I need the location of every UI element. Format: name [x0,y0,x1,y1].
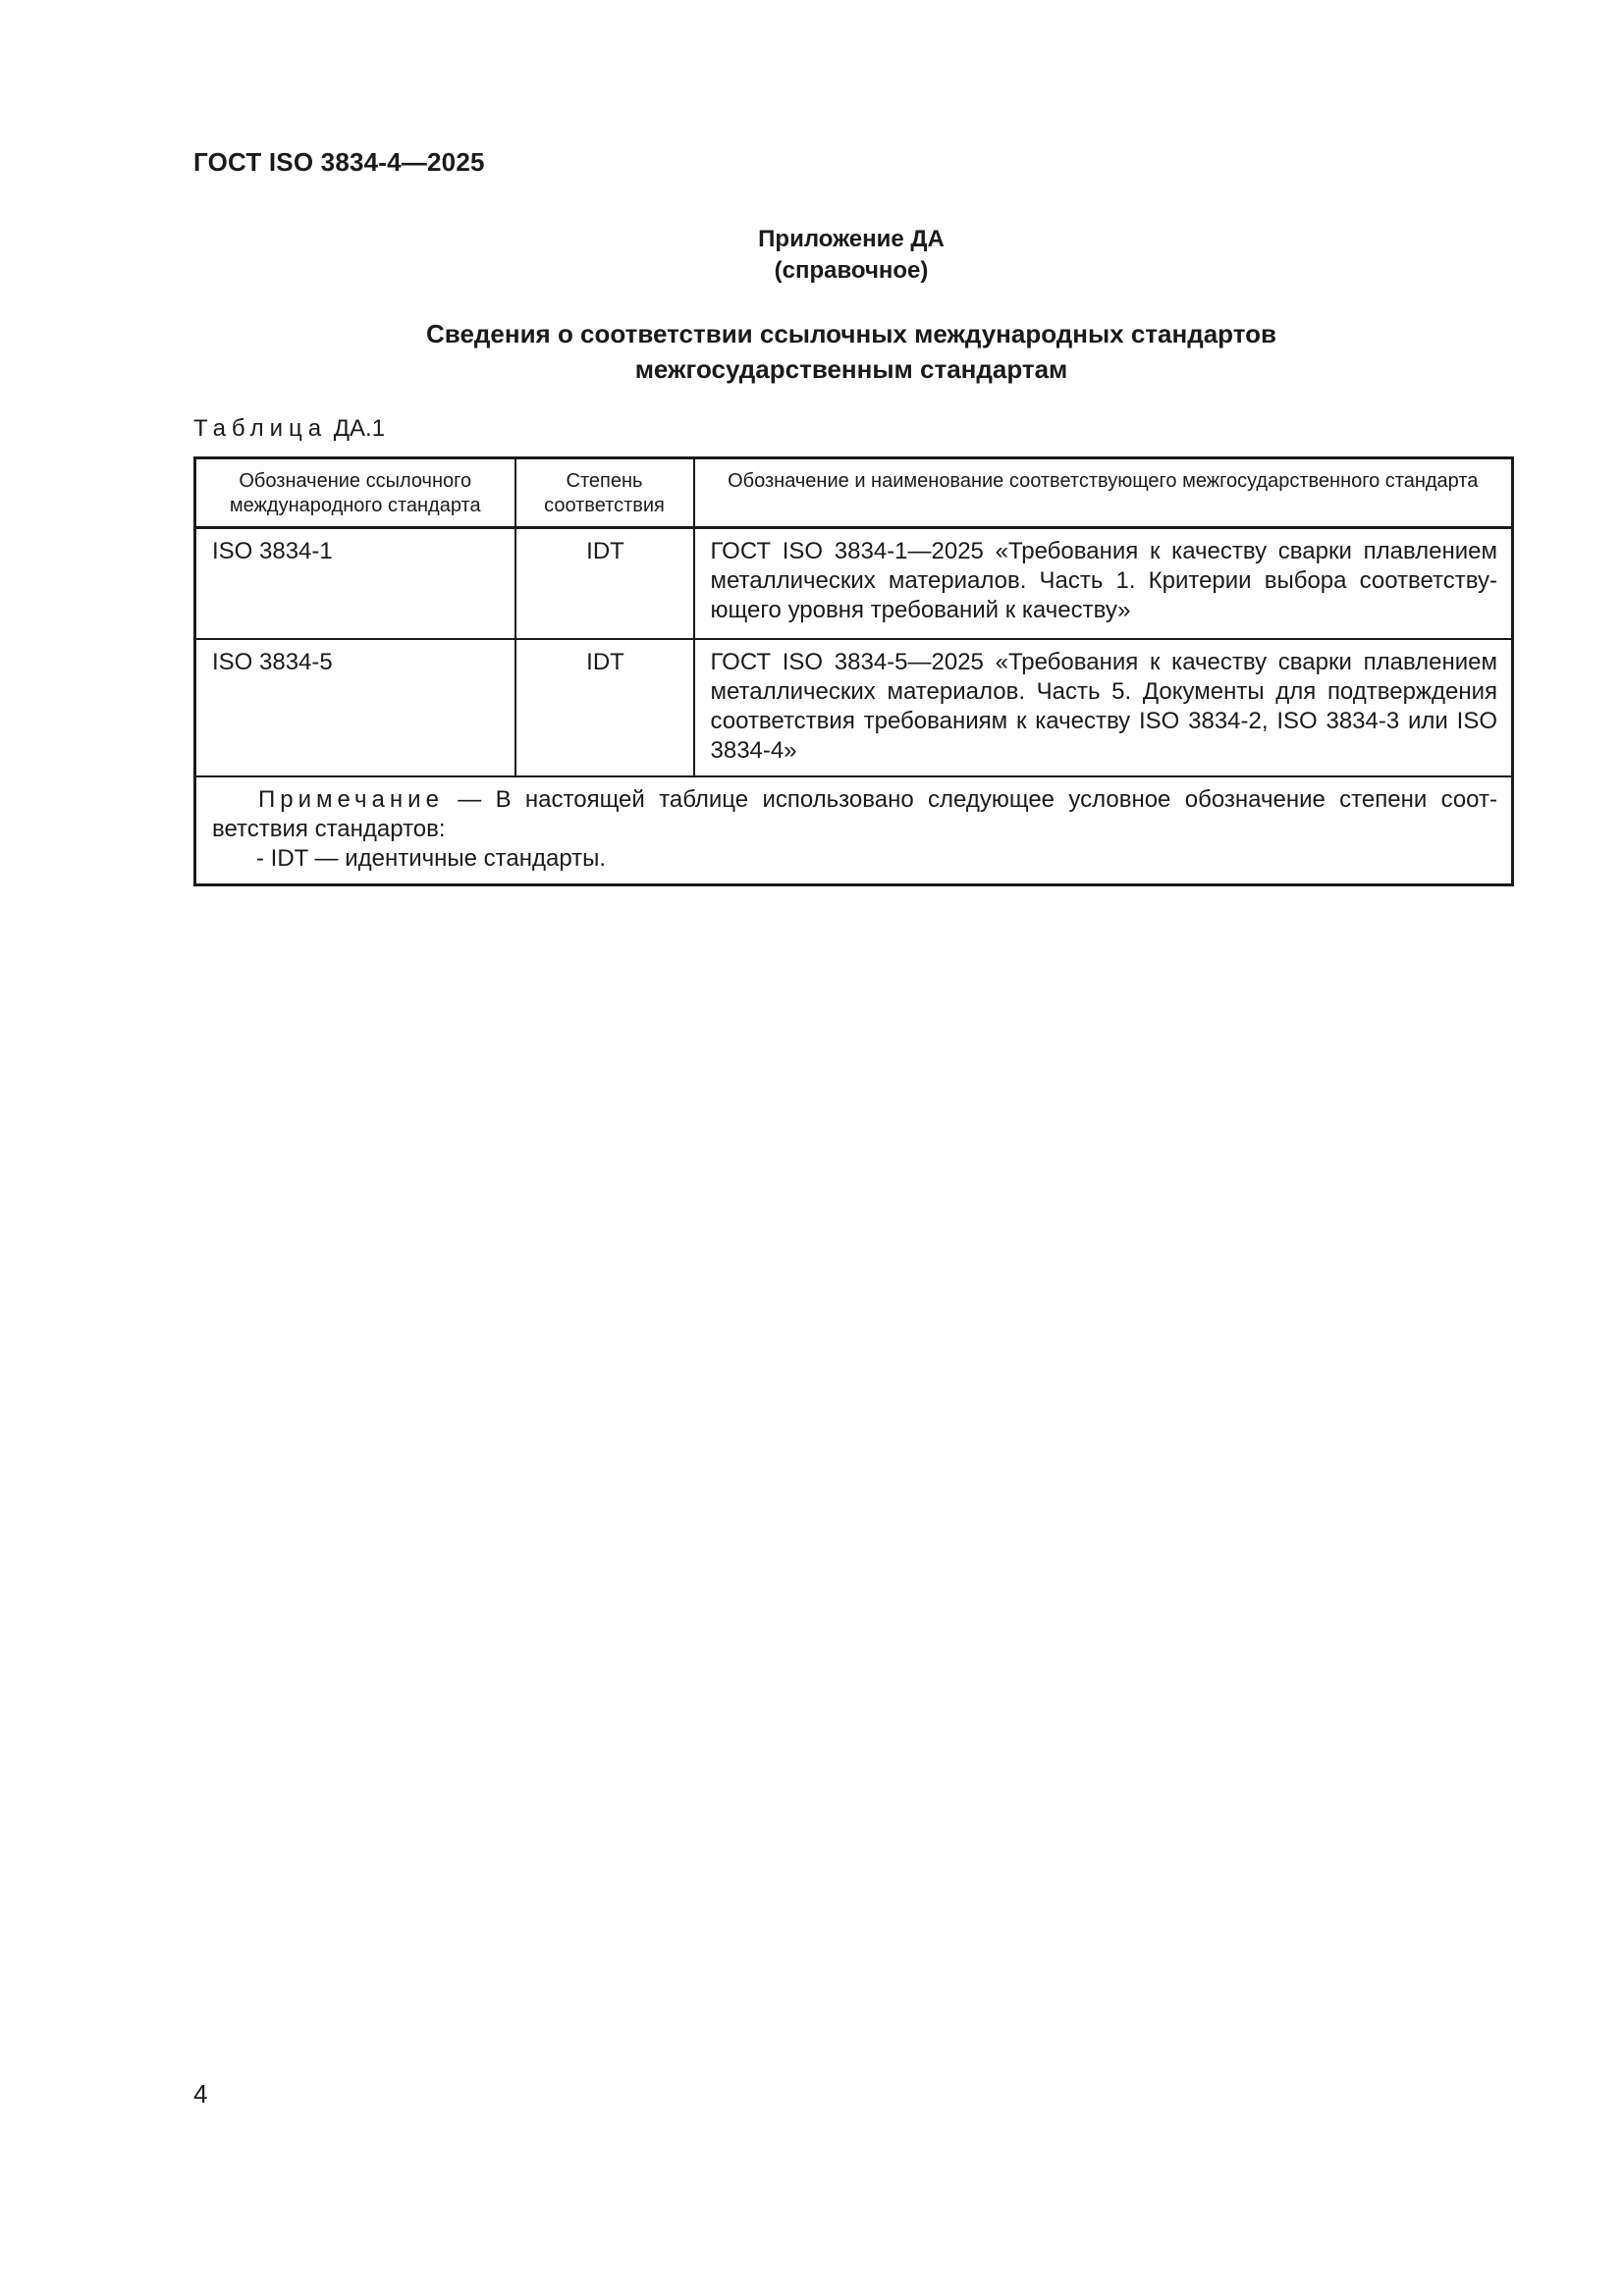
table-header-row [195,458,1513,528]
table-caption-number: ДА.1 [333,415,386,442]
document-header: ГОСТ ISO 3834-4—2025 [193,147,485,177]
page-number: 4 [193,2079,208,2109]
table-row [195,639,1513,776]
note-text: — В настоящей таблице использовано следующее условное обозначение степени соответствия стандартов: [212,785,1497,842]
appendix-subtitle: (справочное) [774,257,929,284]
note-list-item: - IDT — идентичные стандарты. [256,844,607,872]
row-name: ГОСТ ISO 3834-1—2025 «Требования к качеству сварки плавлением металлических материалов. Часть 1. Критерии выбора соответствующего уровня требований к качеству» [694,528,1513,639]
section-title-line-2: межгосударственным стандартам [634,354,1068,384]
table-caption-label: Таблица [193,415,328,442]
header-degree: Степень соответствия [515,458,694,528]
header-code: Обозначение ссылочного международного стандарта [195,458,515,528]
row-code: ISO 3834-1 [195,528,515,639]
row-name: ГОСТ ISO 3834-5—2025 «Требования к качеству сварки плавлением металлических материалов. Часть 5. Документы для подтверждения соответствия требованиям к качеству ISO 3834-2, ISO 3834-3 или ISO 3834-4» [694,639,1513,776]
section-title [193,316,1509,387]
reference-standards-table [193,456,1514,886]
section-title-line-1: Сведения о соответствии ссылочных международных стандартов [426,319,1276,348]
table-row [195,528,1513,639]
row-code: ISO 3834-5 [195,639,515,776]
table-note-row [195,776,1513,885]
note-paragraph [212,785,1497,844]
note-label: Примечание [258,785,444,813]
table-caption [193,415,385,443]
row-degree: IDT [515,528,694,639]
header-name: Обозначение и наименование соответствующего межгосударственного стандарта [694,458,1513,528]
row-degree: IDT [515,639,694,776]
appendix-heading [193,224,1509,287]
appendix-title: Приложение ДА [758,226,945,252]
table-note [195,776,1513,885]
